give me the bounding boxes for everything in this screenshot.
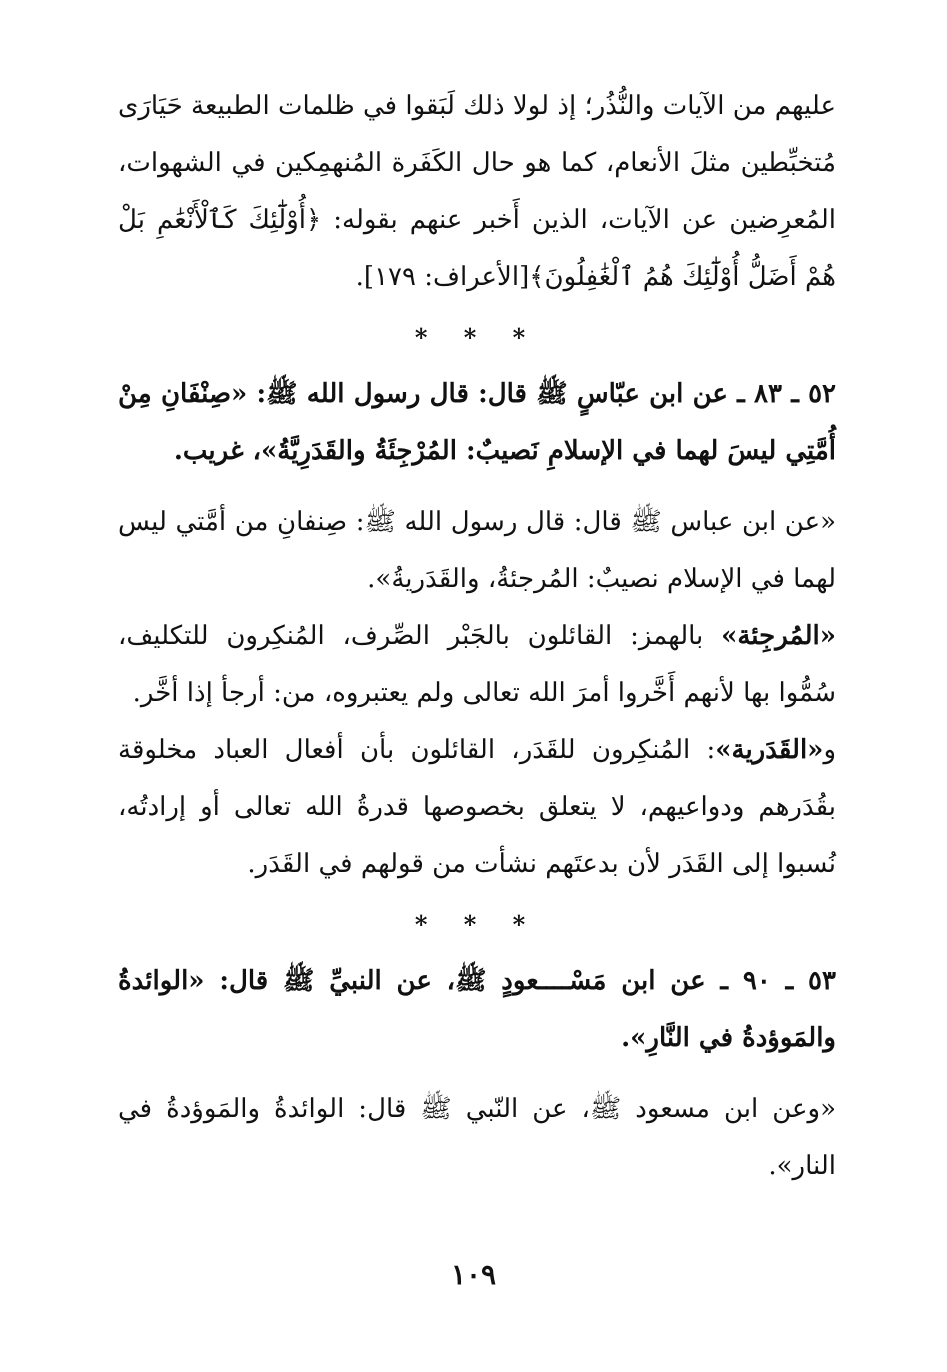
section-separator: * * *: [414, 323, 540, 352]
page-body: [118, 78, 836, 1195]
commentary-52-murjia: [118, 608, 836, 722]
hadith-53-text: ٥٣ ـ ٩٠ ـ عن ابن مَسْــــعودٍ ﷺ، عن النبيِّ ﷺ قال: «الوائدةُ والمَوؤدةُ في النَّارِ».: [118, 966, 836, 1053]
commentary-53-quote: «وعن ابن مسعود ﷺ، عن النّبي ﷺ قال: الوائدةُ والمَوؤدةُ في النار».: [118, 1094, 836, 1181]
spacer: [118, 480, 836, 494]
commentary-52-quote: «عن ابن عباس ﷺ قال: قال رسول الله ﷺ: صِنفانِ من أمَّتي ليس لهما في الإسلام نصيبٌ: المُرجئةُ، والقَدَريةُ».: [118, 507, 836, 594]
commentary-52-qadariya: [118, 722, 836, 893]
term-qadariya: «القَدَرية»: [715, 735, 824, 765]
hadith-52-text: ٥٢ ـ ٨٣ ـ عن ابن عبّاسٍ ﷺ قال: قال رسول الله ﷺ: «صِنْفَانِ مِنْ أُمَّتِي ليسَ لهما في الإسلامِ نَصيبٌ: المُرْجِئَةُ والقَدَرِيَّةُ»، غريب.: [118, 379, 836, 466]
spacer: [118, 1067, 836, 1081]
section-separator: * * *: [414, 910, 540, 939]
qadariya-definition: : المُنكِرون للقَدَر، القائلون بأن أفعال العباد مخلوقة بقُدَرهم ودواعيهم، لا يتعلق بخصوصها قدرةُ الله تعالى أو إرادتُه، نُسبوا إلى القَدَر لأن بدعتَهم نشأت من قولهم في القَدَر.: [118, 735, 836, 879]
page-number: ١٠٩: [450, 1258, 497, 1291]
term-murjia: «المُرجِئة»: [721, 621, 836, 651]
conjunction: و: [823, 735, 836, 765]
murjia-definition: بالهمز: القائلون بالجَبْر الصِّرف، المُنكِرون للتكليف، سُمُّوا بها لأنهم أَخَّروا أمرَ الله تعالى ولم يعتبروه، من: أرجأ إذا أخَّر.: [118, 621, 836, 708]
intro-paragraph: عليهم من الآيات والنُّذُر؛ إذ لولا ذلك لَبَقوا في ظلمات الطبيعة حَيَارَى مُتخبِّطين مثلَ الأنعام، كما هو حال الكَفَرة المُنهمِكين في الشهوات، المُعرِضين عن الآيات، الذين أَخبر عنهم بقوله: ﴿أُوْلَٰٓئِكَ كَٱلْأَنْعَٰمِ بَلْ هُمْ أَضَلُّ أُوْلَٰٓئِكَ هُمُ ٱلْغَٰفِلُونَ﴾[الأعراف: ١٧٩].: [118, 91, 836, 292]
